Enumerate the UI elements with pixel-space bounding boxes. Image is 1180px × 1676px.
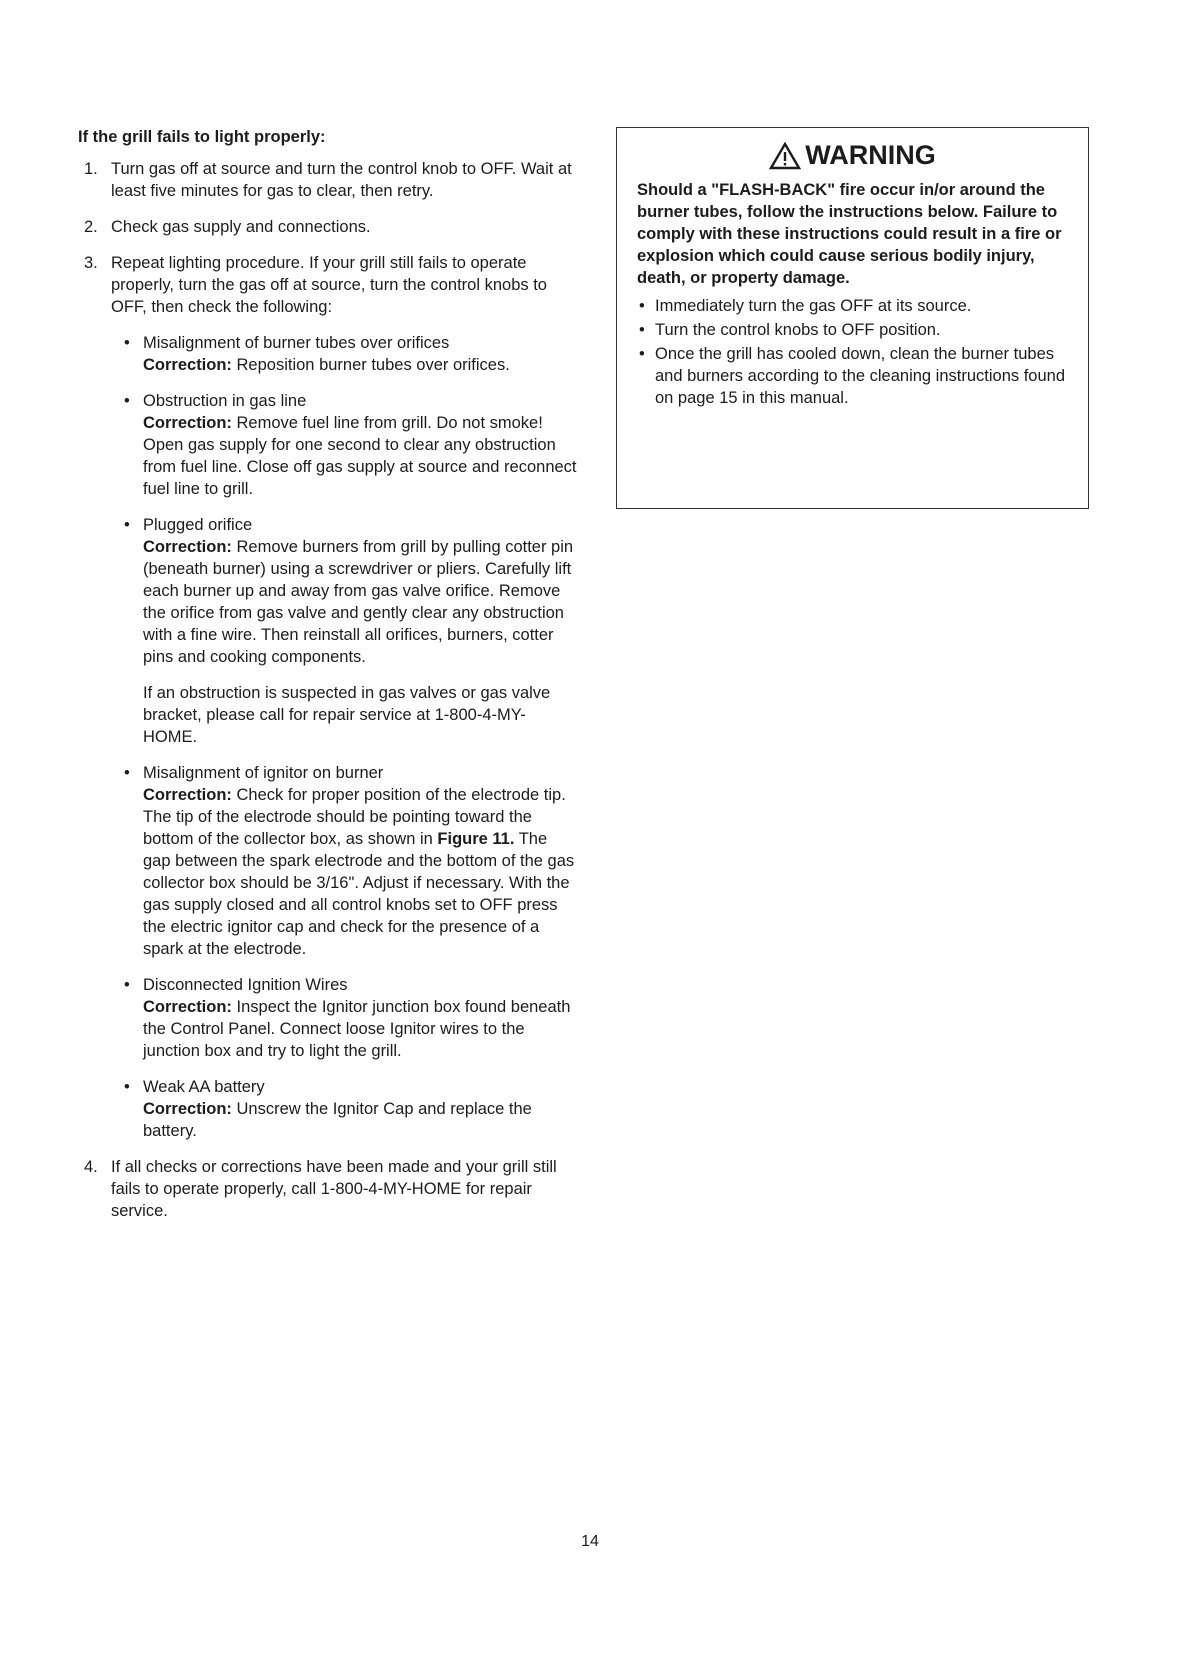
bullet: • xyxy=(124,392,130,410)
check-item-correction xyxy=(143,536,578,668)
warning-title-text: WARNING xyxy=(805,140,936,170)
bullet: • xyxy=(639,321,645,339)
bullet: • xyxy=(639,297,645,315)
correction-text: Check for proper position of the electrode tip. The tip of the electrode should be pointing toward the bottom of the collector box, as shown in xyxy=(143,786,566,848)
check-item xyxy=(111,514,578,668)
warning-item-text: Immediately turn the gas OFF at its source. xyxy=(655,297,972,315)
repair-service-note: If an obstruction is suspected in gas valves or gas valve bracket, please call for repair service at 1-800-4-MY-HOME. xyxy=(143,684,551,746)
figure-reference: Figure 11. xyxy=(437,830,515,848)
section-heading: If the grill fails to light properly: xyxy=(78,128,326,146)
warning-item xyxy=(637,319,1068,341)
correction-text: Reposition burner tubes over orifices. xyxy=(236,356,510,374)
step-number: 1. xyxy=(84,160,98,178)
step-text: If all checks or corrections have been made and your grill still fails to operate properly, call 1-800-4-MY-HOME for repair service. xyxy=(111,1158,557,1220)
check-item-correction xyxy=(143,784,578,960)
bullet: • xyxy=(639,345,645,363)
check-item-title: Weak AA battery xyxy=(143,1078,265,1096)
step-number: 3. xyxy=(84,254,98,272)
correction-text: Unscrew the Ignitor Cap and replace the battery. xyxy=(143,1100,532,1140)
bullet: • xyxy=(124,976,130,994)
step-text: Check gas supply and connections. xyxy=(111,218,371,236)
correction-text: Remove fuel line from grill. Do not smoke! Open gas supply for one second to clear any obstruction from fuel line. Close off gas supply at source and reconnect fuel line to grill. xyxy=(143,414,577,498)
check-item xyxy=(111,762,578,960)
warning-item-text: Once the grill has cooled down, clean the burner tubes and burners according to the cleaning instructions found on page 15 in this manual. xyxy=(655,345,1066,407)
correction-text: The gap between the spark electrode and the bottom of the gas collector box should be 3/16". Adjust if necessary. With the gas supply closed and all control knobs set to OFF press the electric ignitor cap and check for the presence of a spark at the electrode. xyxy=(143,830,575,958)
warning-triangle-icon xyxy=(769,142,801,170)
check-item-title: Misalignment of burner tubes over orifices xyxy=(143,334,450,352)
check-item-title: Disconnected Ignition Wires xyxy=(143,976,348,994)
correction-text: Inspect the Ignitor junction box found beneath the Control Panel. Connect loose Ignitor wires to the junction box and try to light the grill. xyxy=(143,998,571,1060)
check-item-correction xyxy=(143,354,578,376)
warning-instructions xyxy=(637,295,1068,409)
check-item-title: Obstruction in gas line xyxy=(143,392,307,410)
page-number: 14 xyxy=(581,1533,599,1550)
troubleshooting-column xyxy=(78,126,578,1236)
step-1 xyxy=(78,158,578,202)
correction-label: Correction: xyxy=(143,998,232,1016)
warning-item-text: Turn the control knobs to OFF position. xyxy=(655,321,941,339)
step-2 xyxy=(78,216,578,238)
check-item-title: Plugged orifice xyxy=(143,516,253,534)
bullet: • xyxy=(124,1078,130,1096)
check-item xyxy=(111,1076,578,1142)
check-item-correction xyxy=(143,1098,578,1142)
warning-item xyxy=(637,295,1068,317)
bullet: • xyxy=(124,334,130,352)
check-item-title: Misalignment of ignitor on burner xyxy=(143,764,384,782)
warning-box xyxy=(616,127,1089,509)
step-4 xyxy=(78,1156,578,1222)
check-item-correction xyxy=(143,412,578,500)
warning-title xyxy=(637,140,1068,171)
correction-label: Correction: xyxy=(143,786,232,804)
correction-label: Correction: xyxy=(143,356,232,374)
check-item-correction xyxy=(143,996,578,1062)
step-number: 4. xyxy=(84,1158,98,1176)
check-item xyxy=(111,332,578,376)
step-text: Turn gas off at source and turn the control knob to OFF. Wait at least five minutes for gas to clear, then retry. xyxy=(111,160,572,200)
correction-label: Correction: xyxy=(143,414,232,432)
bullet: • xyxy=(124,516,130,534)
step-text: Repeat lighting procedure. If your grill still fails to operate properly, turn the gas off at source, turn the control knobs to OFF, then check the following: xyxy=(111,254,547,316)
warning-body: Should a "FLASH-BACK" fire occur in/or around the burner tubes, follow the instructions below. Failure to comply with these instructions could result in a fire or explosion which could cause serious bodily injury, death, or property damage. xyxy=(637,181,1062,287)
correction-label: Correction: xyxy=(143,1100,232,1118)
check-item xyxy=(111,390,578,500)
correction-label: Correction: xyxy=(143,538,232,556)
correction-text: Remove burners from grill by pulling cotter pin (beneath burner) using a screwdriver or pliers. Carefully lift each burner up and away from gas valve orifice. Remove the orifice from gas valve and gently clear any obstruction with a fine wire. Then reinstall all orifices, burners, cotter pins and cooking components. xyxy=(143,538,574,666)
warning-item xyxy=(637,343,1068,409)
check-item xyxy=(111,974,578,1062)
step-3 xyxy=(78,252,578,1142)
step-number: 2. xyxy=(84,218,98,236)
bullet: • xyxy=(124,764,130,782)
